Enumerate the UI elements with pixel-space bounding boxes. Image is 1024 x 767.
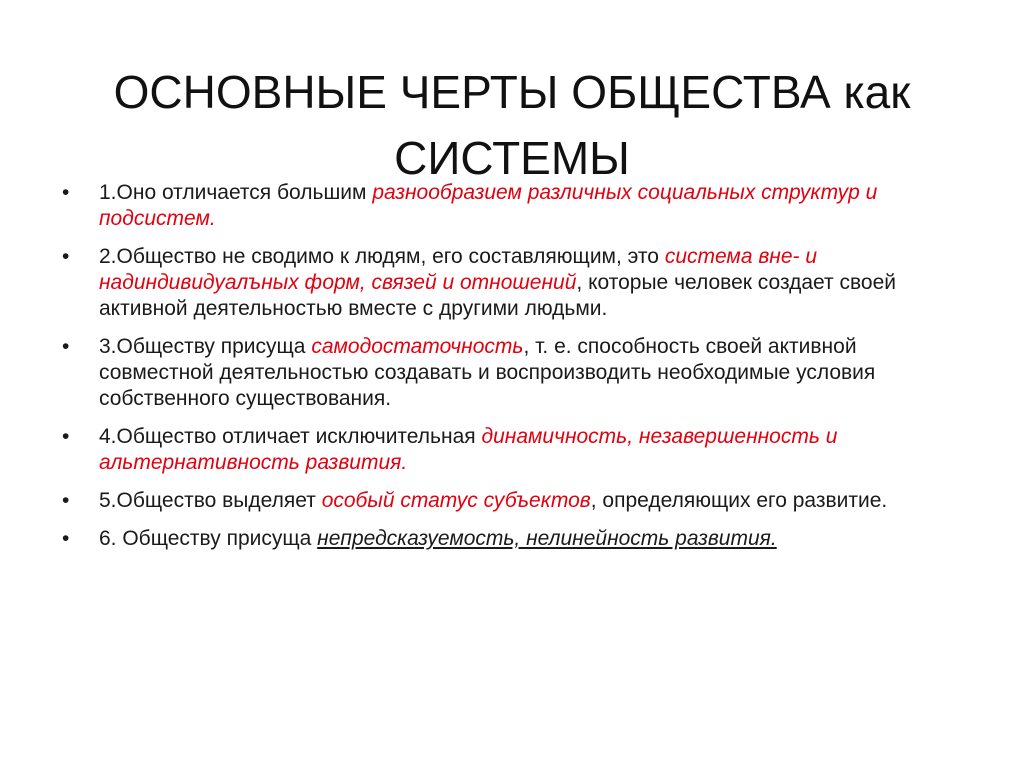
item-text-tail: , т. е. способность своей активной совместной деятельностью создавать и воспроизводить необходимые условия собственного существования. xyxy=(99,335,876,410)
item-text-tail: , которые человек создает своей активной деятельностью вместе с другими людьми. xyxy=(99,271,896,320)
list-item xyxy=(62,424,967,476)
item-text: 1.Оно отличается большим xyxy=(99,181,373,204)
item-text: 2.Общество не сводимо к людям, его составляющим, это xyxy=(99,245,665,268)
item-highlight: особый статус субъектов xyxy=(321,489,591,512)
slide-title: ОСНОВНЫЕ ЧЕРТЫ ОБЩЕСТВА как СИСТЕМЫ xyxy=(113,65,911,184)
list-item xyxy=(62,488,967,514)
item-highlight: самодостаточность xyxy=(311,335,524,358)
bullet-icon: • xyxy=(62,335,70,358)
bullet-icon: • xyxy=(62,425,70,448)
item-text: 4.Общество отличает исключительная xyxy=(99,425,482,448)
item-highlight: разнообразием различных социальных структур и подсистем. xyxy=(99,181,878,230)
item-text-tail: , определяющих его развитие. xyxy=(590,489,888,512)
list-item xyxy=(62,334,967,412)
list-item xyxy=(62,526,967,552)
bullet-icon: • xyxy=(62,527,70,550)
item-text: 3.Обществу присуща xyxy=(99,335,312,358)
features-list xyxy=(62,180,967,564)
item-text: 6. Обществу присуща xyxy=(99,527,318,550)
item-highlight: система вне- и надиндивидуалъных форм, связей и отношений xyxy=(99,245,818,294)
item-text: 5.Общество выделяет xyxy=(99,489,322,512)
bullet-icon: • xyxy=(62,181,70,204)
list-item xyxy=(62,180,967,232)
list-item xyxy=(62,244,967,322)
item-highlight: динамичность, незавершенность и альтернативность развития. xyxy=(99,425,838,474)
bullet-icon: • xyxy=(62,489,70,512)
bullet-icon: • xyxy=(62,245,70,268)
item-underlined: непредсказуемость, нелинейность развития. xyxy=(317,527,777,550)
